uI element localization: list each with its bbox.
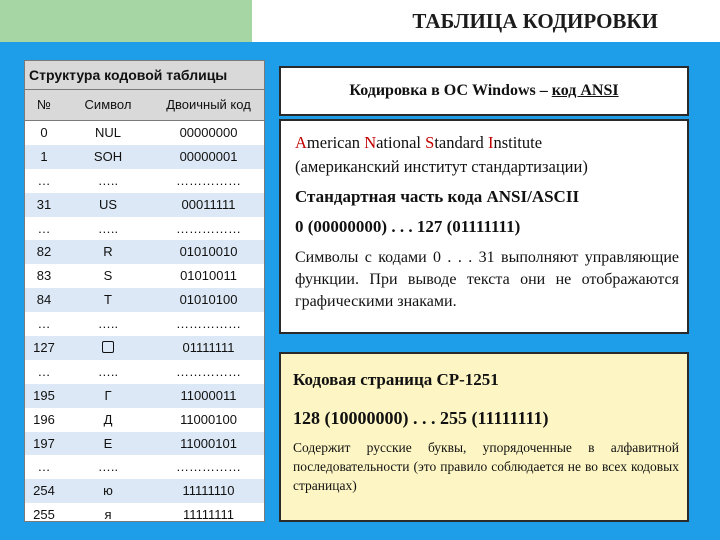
- table-row: [25, 479, 264, 503]
- row-number: 255: [33, 507, 55, 523]
- row-number: 82: [36, 244, 52, 260]
- table-row: [25, 121, 264, 145]
- slide-title: ТАБЛИЦА КОДИРОВКИ: [412, 9, 658, 33]
- row-number: 84: [36, 292, 52, 308]
- encoding-header-underlined: код ANSI: [551, 82, 619, 99]
- row-binary: 00000000: [179, 125, 238, 140]
- row-binary: 01111111: [182, 340, 235, 356]
- row-binary: 01010011: [180, 268, 237, 284]
- row-symbol: R: [103, 244, 113, 260]
- table-header: [25, 90, 264, 121]
- row-number: 195: [33, 387, 55, 403]
- row-binary: 00000001: [179, 148, 238, 164]
- table-row: [25, 384, 264, 408]
- row-binary: 00011111: [181, 196, 236, 212]
- standard-part-line2: 0 (00000000) . . . 127 (01111111): [295, 217, 521, 236]
- table-row: [25, 360, 264, 384]
- row-binary: 01010100: [179, 292, 238, 308]
- table-row: [25, 288, 264, 312]
- cp1251-box: [279, 352, 689, 522]
- row-symbol: я: [104, 507, 112, 523]
- ansi-info-box: [279, 119, 689, 334]
- ansi-initial: I: [487, 133, 494, 152]
- row-binary: ……………: [176, 316, 241, 332]
- row-symbol: T: [104, 292, 112, 308]
- row-binary: 11000011: [180, 387, 237, 403]
- code-table: [24, 60, 265, 522]
- row-binary: 11111111: [182, 507, 235, 523]
- table-row: [25, 169, 264, 193]
- table-row: [25, 193, 264, 217]
- row-symbol: NUL: [94, 125, 121, 140]
- row-number: …: [37, 316, 51, 332]
- table-row: [25, 503, 264, 527]
- ansi-word-part: tandard: [434, 133, 488, 152]
- table-row: [25, 240, 264, 264]
- header-binary: Двоичный код: [166, 97, 251, 112]
- ansi-word-part: ational: [376, 133, 426, 152]
- ansi-word-part: merican: [306, 133, 365, 152]
- table-row: [25, 217, 264, 241]
- row-symbol: Г: [104, 387, 112, 403]
- cp1251-range: 128 (10000000) . . . 255 (11111111): [293, 408, 549, 428]
- checkbox-symbol-icon: [102, 341, 114, 353]
- control-chars-text: Символы с кодами 0 . . . 31 выполняют управляющие функции. При выводе текста они не отображаются графическими знаками.: [295, 249, 679, 310]
- title-bar: [252, 0, 720, 42]
- corner-decoration: [0, 0, 252, 42]
- table-row: [25, 145, 264, 169]
- header-number: №: [37, 97, 51, 112]
- row-symbol: SOH: [93, 148, 123, 164]
- cp1251-description: Содержит русские буквы, упорядоченные в алфавитной последовательности (это правило соблюдается не во всех кодовых страницах): [293, 440, 679, 493]
- row-symbol: …..: [97, 316, 119, 332]
- row-number: …: [37, 172, 51, 188]
- table-row: [25, 432, 264, 456]
- row-number: 0: [40, 125, 48, 140]
- row-binary: 11000100: [180, 411, 237, 427]
- row-number: 197: [33, 435, 55, 451]
- row-number: 196: [33, 411, 55, 427]
- row-symbol: US: [98, 196, 118, 212]
- row-binary: 11111110: [182, 483, 235, 499]
- header-symbol: Символ: [84, 97, 132, 112]
- standard-part-line1: Стандартная часть кода ANSI/ASCII: [295, 187, 580, 206]
- row-number: 31: [36, 196, 52, 212]
- row-binary: 11000101: [180, 435, 237, 451]
- row-binary: 01010010: [179, 244, 238, 260]
- row-symbol: Е: [103, 435, 113, 451]
- row-binary: ……………: [176, 459, 241, 475]
- row-symbol: …..: [97, 363, 119, 379]
- row-symbol: S: [103, 268, 113, 284]
- row-binary: ……………: [176, 220, 241, 236]
- ansi-initial: S: [425, 133, 435, 152]
- table-row: [25, 264, 264, 288]
- row-number: …: [37, 220, 51, 236]
- row-symbol: …..: [97, 459, 119, 475]
- table-row: [25, 312, 264, 336]
- ansi-word-part: nstitute: [493, 133, 543, 152]
- row-symbol: [63, 336, 153, 360]
- row-symbol: …..: [97, 220, 119, 236]
- row-number: …: [37, 363, 51, 379]
- encoding-header-prefix: Кодировка в ОС Windows –: [349, 82, 552, 99]
- row-symbol: Д: [103, 411, 113, 427]
- table-row: [25, 455, 264, 479]
- row-binary: ……………: [176, 363, 241, 379]
- table-body: [25, 121, 264, 527]
- ansi-translation: (американский институт стандартизации): [295, 157, 588, 176]
- table-row: [25, 408, 264, 432]
- cp1251-title: Кодовая страница СР-1251: [293, 370, 499, 389]
- row-symbol: ю: [103, 483, 113, 499]
- encoding-header-box: [279, 66, 689, 116]
- row-number: …: [37, 459, 51, 475]
- row-symbol: …..: [97, 172, 119, 188]
- row-binary: ……………: [176, 172, 241, 188]
- row-number: 254: [33, 483, 55, 499]
- ansi-definition: [295, 131, 679, 155]
- ansi-initial: A: [295, 133, 307, 152]
- table-title: Структура кодовой таблицы: [25, 61, 264, 90]
- row-number: 1: [40, 148, 48, 164]
- row-number: 83: [36, 268, 52, 284]
- table-row: [25, 336, 264, 360]
- row-number: 127: [33, 340, 55, 356]
- ansi-initial: N: [364, 133, 377, 152]
